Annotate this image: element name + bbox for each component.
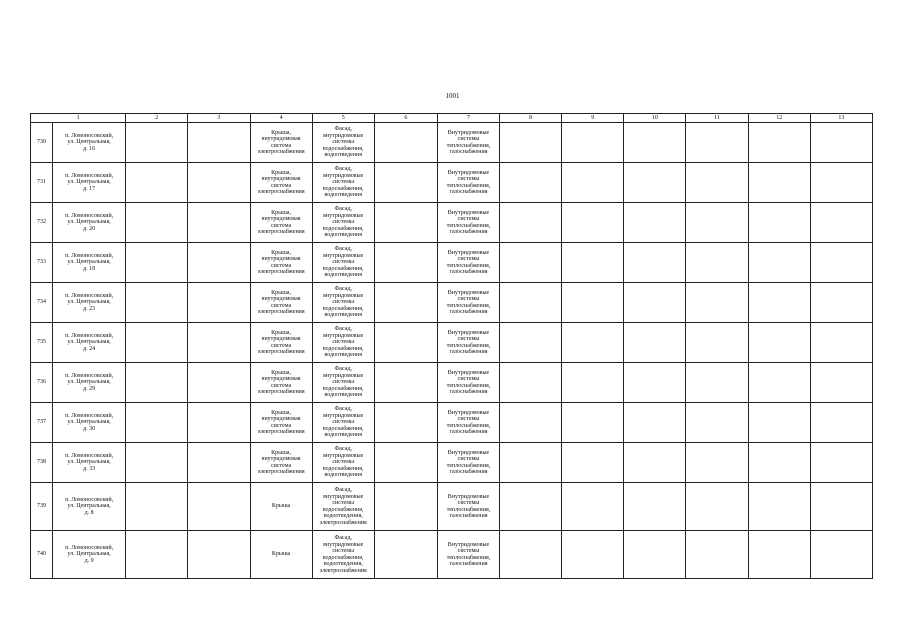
row-number: 733 xyxy=(31,243,53,283)
empty-cell xyxy=(126,403,188,443)
works-column-7-cell: Внутридомовые системы теплоснабжения, газоснабжения xyxy=(437,243,499,283)
empty-cell xyxy=(374,443,437,483)
column-header-3: 3 xyxy=(188,114,250,123)
works-column-7-cell: Внутридомовые системы теплоснабжения, газоснабжения xyxy=(437,323,499,363)
empty-cell xyxy=(500,363,562,403)
empty-cell xyxy=(126,203,188,243)
empty-cell xyxy=(748,323,810,363)
empty-cell xyxy=(500,243,562,283)
empty-cell xyxy=(126,283,188,323)
empty-cell xyxy=(686,363,748,403)
column-header-2: 2 xyxy=(126,114,188,123)
empty-cell xyxy=(562,203,624,243)
table-row xyxy=(31,283,873,323)
works-column-5-cell: Фасад, внутридомовые системы водоснабжения, водоотведения xyxy=(312,243,374,283)
empty-cell xyxy=(374,163,437,203)
address-cell: п. Ломоносовский, ул. Центральная, д. 23 xyxy=(53,283,126,323)
empty-cell xyxy=(686,243,748,283)
empty-cell xyxy=(500,203,562,243)
address-cell: п. Ломоносовский, ул. Центральная, д. 30 xyxy=(53,403,126,443)
empty-cell xyxy=(748,531,810,579)
works-column-7-cell: Внутридомовые системы теплоснабжения, газоснабжения xyxy=(437,403,499,443)
empty-cell xyxy=(188,403,250,443)
empty-cell xyxy=(188,363,250,403)
empty-cell xyxy=(374,531,437,579)
table-row xyxy=(31,123,873,163)
works-column-4-cell: Крыша, внутридомовая система электроснабжения xyxy=(250,323,312,363)
empty-cell xyxy=(562,283,624,323)
empty-cell xyxy=(810,531,872,579)
empty-cell xyxy=(126,163,188,203)
empty-cell xyxy=(748,483,810,531)
empty-cell xyxy=(562,123,624,163)
empty-cell xyxy=(624,443,686,483)
empty-cell xyxy=(810,283,872,323)
empty-cell xyxy=(188,443,250,483)
empty-cell xyxy=(374,283,437,323)
works-column-5-cell: Фасад, внутридомовые системы водоснабжения, водоотведения xyxy=(312,163,374,203)
empty-cell xyxy=(188,283,250,323)
works-column-4-cell: Крыша, внутридомовая система электроснабжения xyxy=(250,443,312,483)
empty-cell xyxy=(188,323,250,363)
empty-cell xyxy=(810,243,872,283)
empty-cell xyxy=(686,283,748,323)
empty-cell xyxy=(624,243,686,283)
empty-cell xyxy=(374,323,437,363)
empty-cell xyxy=(562,483,624,531)
empty-cell xyxy=(748,123,810,163)
works-column-4-cell: Крыша xyxy=(250,531,312,579)
works-column-5-cell: Фасад, внутридомовые системы водоснабжения, водоотведения xyxy=(312,323,374,363)
empty-cell xyxy=(810,363,872,403)
empty-cell xyxy=(374,123,437,163)
column-header-13: 13 xyxy=(810,114,872,123)
table-row xyxy=(31,443,873,483)
empty-cell xyxy=(562,443,624,483)
table-row xyxy=(31,323,873,363)
table-row xyxy=(31,203,873,243)
empty-cell xyxy=(500,531,562,579)
works-column-5-cell: Фасад, внутридомовые системы водоснабжения, водоотведения xyxy=(312,363,374,403)
column-header-5: 5 xyxy=(312,114,374,123)
empty-cell xyxy=(624,123,686,163)
empty-cell xyxy=(126,443,188,483)
empty-cell xyxy=(374,203,437,243)
empty-cell xyxy=(562,163,624,203)
column-header-7: 7 xyxy=(437,114,499,123)
empty-cell xyxy=(562,531,624,579)
table-row xyxy=(31,363,873,403)
empty-cell xyxy=(624,363,686,403)
works-column-7-cell: Внутридомовые системы теплоснабжения, газоснабжения xyxy=(437,483,499,531)
works-column-5-cell: Фасад, внутридомовые системы водоснабжения, водоотведения xyxy=(312,443,374,483)
empty-cell xyxy=(374,243,437,283)
empty-cell xyxy=(188,531,250,579)
works-column-4-cell: Крыша, внутридомовая система электроснабжения xyxy=(250,283,312,323)
empty-cell xyxy=(624,203,686,243)
works-column-4-cell: Крыша xyxy=(250,483,312,531)
works-column-5-cell: Фасад, внутридомовые системы водоснабжения, водоотведения xyxy=(312,123,374,163)
empty-cell xyxy=(810,163,872,203)
empty-cell xyxy=(748,203,810,243)
empty-cell xyxy=(748,163,810,203)
empty-cell xyxy=(126,123,188,163)
column-header-12: 12 xyxy=(748,114,810,123)
works-column-7-cell: Внутридомовые системы теплоснабжения, газоснабжения xyxy=(437,363,499,403)
works-column-4-cell: Крыша, внутридомовая система электроснабжения xyxy=(250,123,312,163)
column-header-10: 10 xyxy=(624,114,686,123)
row-number: 740 xyxy=(31,531,53,579)
address-cell: п. Ломоносовский, ул. Центральная, д. 17 xyxy=(53,163,126,203)
empty-cell xyxy=(562,403,624,443)
works-column-4-cell: Крыша, внутридомовая система электроснабжения xyxy=(250,363,312,403)
works-column-7-cell: Внутридомовые системы теплоснабжения, газоснабжения xyxy=(437,203,499,243)
table-row xyxy=(31,483,873,531)
empty-cell xyxy=(500,323,562,363)
works-column-4-cell: Крыша, внутридомовая система электроснабжения xyxy=(250,243,312,283)
empty-cell xyxy=(188,483,250,531)
empty-cell xyxy=(624,283,686,323)
column-header-11: 11 xyxy=(686,114,748,123)
empty-cell xyxy=(686,403,748,443)
empty-cell xyxy=(562,363,624,403)
row-number: 739 xyxy=(31,483,53,531)
empty-cell xyxy=(686,443,748,483)
empty-cell xyxy=(500,483,562,531)
empty-cell xyxy=(562,243,624,283)
empty-cell xyxy=(686,483,748,531)
works-column-5-cell: Фасад, внутридомовые системы водоснабжения, водоотведения xyxy=(312,403,374,443)
empty-cell xyxy=(686,203,748,243)
row-number: 731 xyxy=(31,163,53,203)
header-row xyxy=(31,114,873,123)
column-header-9: 9 xyxy=(562,114,624,123)
works-column-7-cell: Внутридомовые системы теплоснабжения, газоснабжения xyxy=(437,123,499,163)
works-column-7-cell: Внутридомовые системы теплоснабжения, газоснабжения xyxy=(437,283,499,323)
empty-cell xyxy=(562,323,624,363)
empty-cell xyxy=(624,323,686,363)
address-cell: п. Ломоносовский, ул. Центральная, д. 20 xyxy=(53,203,126,243)
empty-cell xyxy=(126,363,188,403)
column-header-6: 6 xyxy=(374,114,437,123)
column-header-4: 4 xyxy=(250,114,312,123)
empty-cell xyxy=(810,123,872,163)
address-cell: п. Ломоносовский, ул. Центральная, д. 29 xyxy=(53,363,126,403)
empty-cell xyxy=(624,531,686,579)
empty-cell xyxy=(188,243,250,283)
row-number: 734 xyxy=(31,283,53,323)
works-column-5-cell: Фасад, внутридомовые системы водоснабжения, водоотведения xyxy=(312,283,374,323)
empty-cell xyxy=(188,123,250,163)
column-header-1: 1 xyxy=(31,114,126,123)
row-number: 738 xyxy=(31,443,53,483)
empty-cell xyxy=(126,323,188,363)
empty-cell xyxy=(500,163,562,203)
empty-cell xyxy=(810,323,872,363)
works-column-4-cell: Крыша, внутридомовая система электроснабжения xyxy=(250,403,312,443)
empty-cell xyxy=(748,243,810,283)
empty-cell xyxy=(126,531,188,579)
address-cell: п. Ломоносовский, ул. Центральная, д. 9 xyxy=(53,531,126,579)
address-cell: п. Ломоносовский, ул. Центральная, д. 8 xyxy=(53,483,126,531)
table-row xyxy=(31,243,873,283)
works-column-5-cell: Фасад, внутридомовые системы водоснабжения, водоотведения xyxy=(312,203,374,243)
empty-cell xyxy=(624,483,686,531)
row-number: 736 xyxy=(31,363,53,403)
table-row xyxy=(31,531,873,579)
works-column-4-cell: Крыша, внутридомовая система электроснабжения xyxy=(250,163,312,203)
empty-cell xyxy=(748,443,810,483)
empty-cell xyxy=(500,283,562,323)
empty-cell xyxy=(810,443,872,483)
works-column-4-cell: Крыша, внутридомовая система электроснабжения xyxy=(250,203,312,243)
empty-cell xyxy=(188,203,250,243)
address-cell: п. Ломоносовский, ул. Центральная, д. 33 xyxy=(53,443,126,483)
register-table xyxy=(30,113,873,579)
empty-cell xyxy=(748,363,810,403)
empty-cell xyxy=(624,403,686,443)
empty-cell xyxy=(188,163,250,203)
empty-cell xyxy=(126,243,188,283)
table-row xyxy=(31,163,873,203)
empty-cell xyxy=(500,123,562,163)
address-cell: п. Ломоносовский, ул. Центральная, д. 18 xyxy=(53,243,126,283)
row-number: 730 xyxy=(31,123,53,163)
works-column-5-cell: Фасад, внутридомовые системы водоснабжения, водоотведения, электроснабжения xyxy=(312,483,374,531)
empty-cell xyxy=(374,483,437,531)
empty-cell xyxy=(500,443,562,483)
address-cell: п. Ломоносовский, ул. Центральная, д. 16 xyxy=(53,123,126,163)
works-column-5-cell: Фасад, внутридомовые системы водоснабжения, водоотведения, электроснабжения xyxy=(312,531,374,579)
works-column-7-cell: Внутридомовые системы теплоснабжения, газоснабжения xyxy=(437,163,499,203)
empty-cell xyxy=(126,483,188,531)
column-header-8: 8 xyxy=(500,114,562,123)
empty-cell xyxy=(686,531,748,579)
address-cell: п. Ломоносовский, ул. Центральная, д. 24 xyxy=(53,323,126,363)
empty-cell xyxy=(686,163,748,203)
empty-cell xyxy=(374,403,437,443)
empty-cell xyxy=(748,403,810,443)
empty-cell xyxy=(748,283,810,323)
row-number: 737 xyxy=(31,403,53,443)
page-number: 1001 xyxy=(445,92,460,100)
works-column-7-cell: Внутридомовые системы теплоснабжения, газоснабжения xyxy=(437,443,499,483)
empty-cell xyxy=(810,483,872,531)
empty-cell xyxy=(686,323,748,363)
empty-cell xyxy=(686,123,748,163)
empty-cell xyxy=(624,163,686,203)
empty-cell xyxy=(810,403,872,443)
table-row xyxy=(31,403,873,443)
works-column-7-cell: Внутридомовые системы теплоснабжения, газоснабжения xyxy=(437,531,499,579)
empty-cell xyxy=(500,403,562,443)
row-number: 732 xyxy=(31,203,53,243)
row-number: 735 xyxy=(31,323,53,363)
empty-cell xyxy=(810,203,872,243)
empty-cell xyxy=(374,363,437,403)
